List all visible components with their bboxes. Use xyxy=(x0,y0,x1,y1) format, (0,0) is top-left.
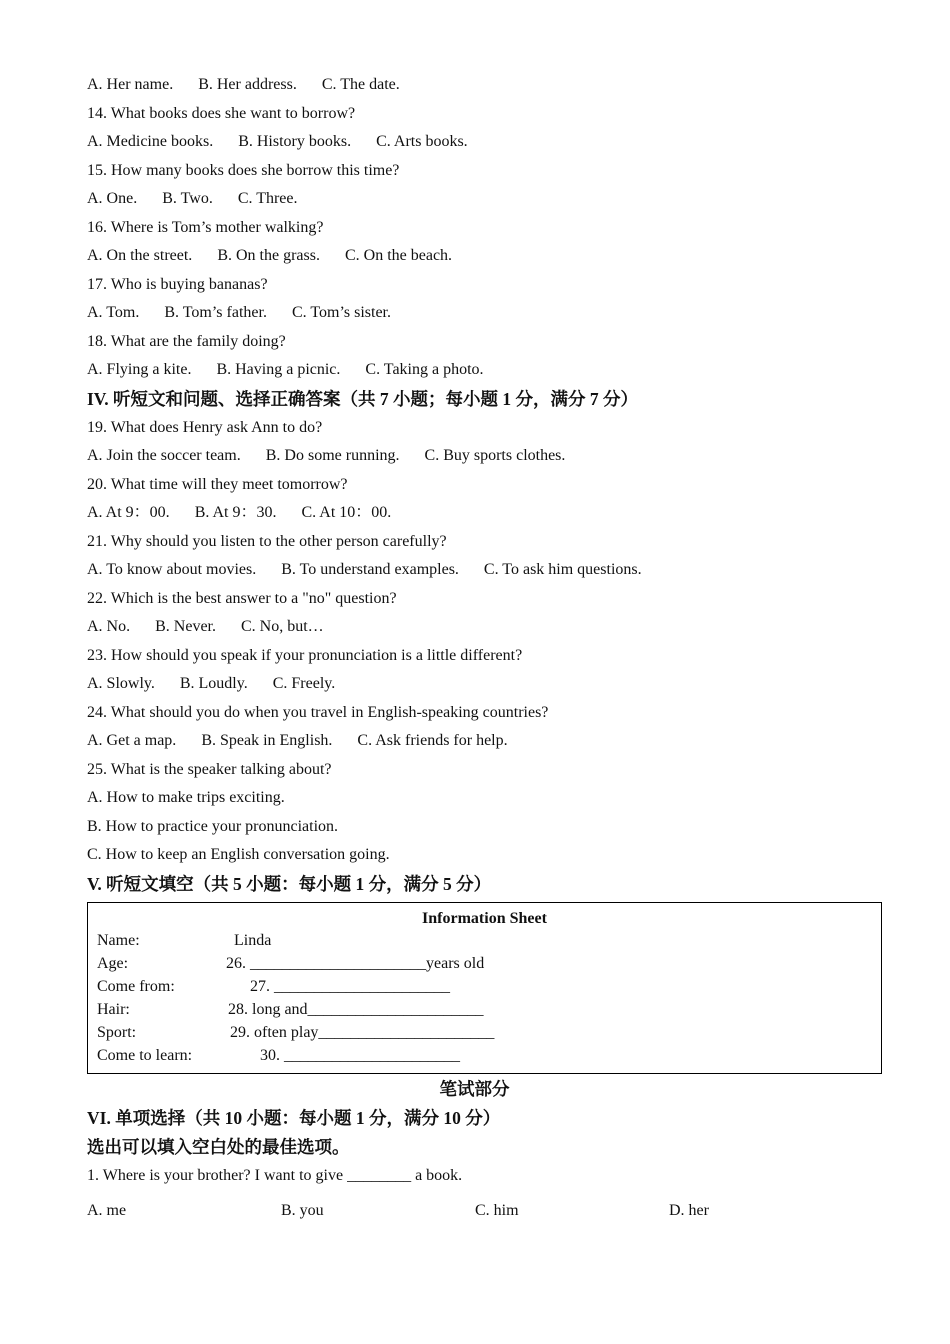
sheet-label: Sport: xyxy=(97,1023,137,1041)
question-21: 21. Why should you listen to the other person carefully? xyxy=(87,532,447,550)
q19-options xyxy=(87,442,887,471)
sheet-row-sport xyxy=(88,1021,881,1044)
sheet-label: Hair: xyxy=(97,1000,130,1018)
question-22: 22. Which is the best answer to a "no" question? xyxy=(87,589,397,607)
information-sheet xyxy=(87,902,882,1074)
option: C. The date. xyxy=(321,76,400,93)
option: B. Tom’s father. xyxy=(164,304,267,321)
option: A. me xyxy=(87,1202,127,1219)
question-25: 25. What is the speaker talking about? xyxy=(87,760,332,778)
question-16: 16. Where is Tom’s mother walking? xyxy=(87,218,324,236)
sheet-label: Name: xyxy=(97,931,140,949)
option: C. Ask friends for help. xyxy=(357,732,508,749)
question-20: 20. What time will they meet tomorrow? xyxy=(87,475,348,493)
option: B. At 9：30. xyxy=(194,504,277,521)
section-vi-instruction: 选出可以填入空白处的最佳选项。 xyxy=(87,1136,350,1157)
q25-option-a: A. How to make trips exciting. xyxy=(87,789,285,806)
option: D. her xyxy=(669,1202,709,1219)
sheet-label: Age: xyxy=(97,954,129,972)
exam-page xyxy=(87,71,887,1226)
sheet-row-age xyxy=(88,952,881,975)
option: C. On the beach. xyxy=(344,247,453,264)
option: A. Get a map. xyxy=(87,732,177,749)
option: C. him xyxy=(475,1202,519,1219)
q14-options xyxy=(87,128,887,157)
q17-options xyxy=(87,299,887,328)
section-vi-heading: VI. 单项选择（共 10 小题：每小题 1 分，满分 10 分） xyxy=(87,1107,501,1128)
section-v-heading: V. 听短文填空（共 5 小题：每小题 1 分，满分 5 分） xyxy=(87,873,492,894)
option: B. On the grass. xyxy=(217,247,320,264)
option: B. History books. xyxy=(238,133,352,150)
q16-options xyxy=(87,242,887,271)
q25-option-b: B. How to practice your pronunciation. xyxy=(87,817,339,835)
option: C. To ask him questions. xyxy=(483,561,642,578)
option: C. Freely. xyxy=(272,675,336,692)
sheet-row-name xyxy=(88,929,881,952)
option: B. Speak in English. xyxy=(201,732,333,749)
q20-options xyxy=(87,499,887,528)
sheet-blank-30[interactable]: 30. ______________________ xyxy=(260,1046,460,1064)
option: C. Buy sports clothes. xyxy=(424,447,566,464)
option: C. At 10：00. xyxy=(301,504,392,521)
q21-options xyxy=(87,556,887,585)
q23-options xyxy=(87,670,887,699)
option: A. Join the soccer team. xyxy=(87,447,241,464)
option: A. Flying a kite. xyxy=(87,361,192,378)
question-24: 24. What should you do when you travel in English-speaking countries? xyxy=(87,703,549,721)
sheet-blank-26[interactable]: 26. ______________________years old xyxy=(226,954,485,972)
q22-options xyxy=(87,613,887,642)
question-19: 19. What does Henry ask Ann to do? xyxy=(87,418,323,436)
option: C. Arts books. xyxy=(376,133,468,150)
option: C. Three. xyxy=(237,190,298,207)
q24-options xyxy=(87,727,887,756)
sheet-row-come-to-learn xyxy=(88,1044,881,1067)
option: A. To know about movies. xyxy=(87,561,257,578)
written-part-title: 笔试部分 xyxy=(439,1078,510,1099)
option: A. Medicine books. xyxy=(87,133,214,150)
option: B. you xyxy=(281,1202,324,1219)
q15-options xyxy=(87,185,887,214)
option: B. Do some running. xyxy=(265,447,400,464)
sheet-value: Linda xyxy=(234,931,272,949)
option: A. No. xyxy=(87,618,131,635)
option: B. Never. xyxy=(155,618,216,635)
option: B. Two. xyxy=(162,190,213,207)
sheet-blank-27[interactable]: 27. ______________________ xyxy=(250,977,450,995)
option: A. At 9：00. xyxy=(87,504,170,521)
q18-options xyxy=(87,356,887,385)
option: A. Slowly. xyxy=(87,675,155,692)
option: B. Having a picnic. xyxy=(216,361,341,378)
question-14: 14. What books does she want to borrow? xyxy=(87,104,356,122)
section-iv-heading: IV. 听短文和问题、选择正确答案（共 7 小题；每小题 1 分，满分 7 分） xyxy=(87,388,638,409)
option: B. Her address. xyxy=(198,76,297,93)
sheet-blank-29[interactable]: 29. often play______________________ xyxy=(230,1023,495,1041)
q25-option-c: C. How to keep an English conversation going. xyxy=(87,846,390,863)
option: B. To understand examples. xyxy=(281,561,459,578)
mc-question-1-options xyxy=(87,1196,887,1226)
option: C. Tom’s sister. xyxy=(291,304,391,321)
option: A. Tom. xyxy=(87,304,140,321)
option: A. Her name. xyxy=(87,76,174,93)
mc-question-1: 1. Where is your brother? I want to give ________ a book. xyxy=(87,1166,463,1184)
option: A. One. xyxy=(87,190,138,207)
option: C. No, but… xyxy=(240,618,324,635)
sheet-label: Come from: xyxy=(97,977,175,995)
sheet-blank-28[interactable]: 28. long and______________________ xyxy=(228,1000,484,1018)
question-15: 15. How many books does she borrow this time? xyxy=(87,161,400,179)
question-23: 23. How should you speak if your pronunciation is a little different? xyxy=(87,646,523,664)
sheet-label: Come to learn: xyxy=(97,1046,193,1064)
information-sheet-title: Information Sheet xyxy=(422,909,547,927)
option: B. Loudly. xyxy=(179,675,248,692)
sheet-row-hair xyxy=(88,998,881,1021)
option: A. On the street. xyxy=(87,247,193,264)
q13-options xyxy=(87,71,887,100)
option: C. Taking a photo. xyxy=(365,361,484,378)
question-17: 17. Who is buying bananas? xyxy=(87,275,268,293)
question-18: 18. What are the family doing? xyxy=(87,332,286,350)
sheet-row-come-from xyxy=(88,975,881,998)
